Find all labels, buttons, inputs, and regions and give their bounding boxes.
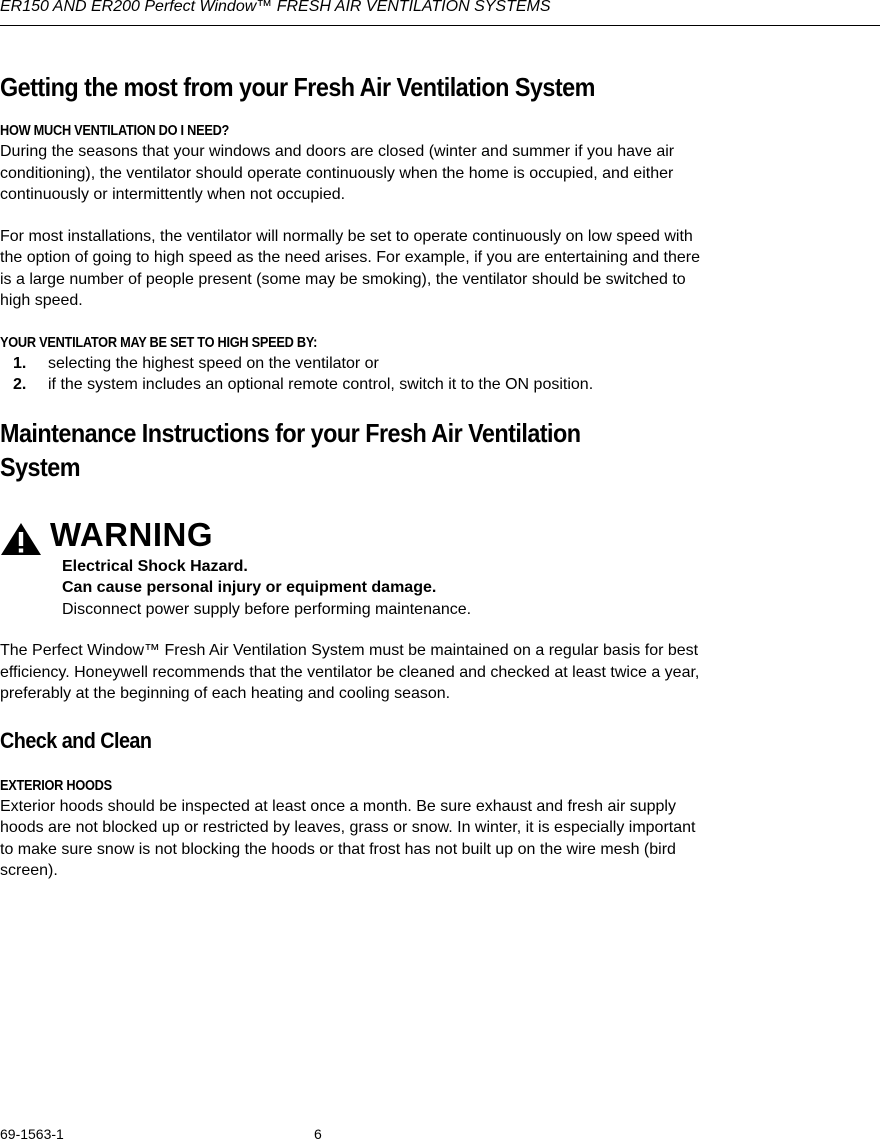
warning-line-hazard: Electrical Shock Hazard. bbox=[62, 557, 248, 575]
page-number: 6 bbox=[314, 1126, 322, 1142]
document-number: 69-1563-1 bbox=[0, 1126, 64, 1142]
warning-line-instruction: Disconnect power supply before performing maintenance. bbox=[62, 600, 472, 618]
subheading-exterior-hoods: EXTERIOR HOODS bbox=[0, 777, 112, 794]
paragraph-seasons: During the seasons that your windows and doors are closed (winter and summer if you have air conditioning), the ventilator should operate continuously when the home is occupied, and either continuously or intermittently when not occupied. bbox=[0, 143, 675, 203]
section-title-check-clean: Check and Clean bbox=[0, 727, 152, 753]
subheading-how-much-ventilation: HOW MUCH VENTILATION DO I NEED? bbox=[0, 123, 230, 139]
list-item bbox=[0, 353, 712, 375]
high-speed-list bbox=[0, 353, 712, 396]
warning-text bbox=[0, 556, 712, 621]
warning-triangle-icon bbox=[0, 522, 42, 556]
paragraph-installations: For most installations, the ventilator will normally be set to operate continuously on low speed with the option of going to high speed as the need arises. For example, if you are entertaining and there is a large number of people present (some may be smoking), the ventilator should be switched to high speed. bbox=[0, 227, 701, 309]
running-title: ER150 AND ER200 Perfect Window™ FRESH AIR VENTILATION SYSTEMS bbox=[0, 0, 551, 15]
section-title-getting-most: Getting the most from your Fresh Air Ventilation System bbox=[0, 72, 595, 102]
warning-label: WARNING bbox=[50, 515, 213, 553]
warning-line-consequence: Can cause personal injury or equipment damage. bbox=[62, 579, 437, 596]
paragraph-exterior-hoods: Exterior hoods should be inspected at least once a month. Be sure exhaust and fresh air supply hoods are not blocked up or restricted by leaves, grass or snow. In winter, it is especially important to make sure snow is not blocking the hoods or that frost has not built up on the wire mesh (bird screen). bbox=[0, 797, 696, 879]
subheading-high-speed: YOUR VENTILATOR MAY BE SET TO HIGH SPEED BY: bbox=[0, 334, 318, 351]
list-item-text: if the system includes an optional remote control, switch it to the ON position. bbox=[48, 376, 594, 393]
list-item-number: 2. bbox=[13, 376, 27, 393]
paragraph-maintenance: The Perfect Window™ Fresh Air Ventilation System must be maintained on a regular basis for best efficiency. Honeywell recommends that the ventilator be cleaned and checked at least twice a year, preferably at the beginning of each heating and cooling season. bbox=[0, 642, 700, 702]
list-item-number: 1. bbox=[13, 354, 27, 372]
warning-banner bbox=[0, 515, 712, 556]
list-item-text: selecting the highest speed on the ventilator or bbox=[48, 354, 379, 372]
list-item bbox=[0, 374, 712, 396]
section-title-maintenance-line1: Maintenance Instructions for your Fresh Air Ventilation bbox=[0, 417, 581, 448]
running-header bbox=[0, 0, 880, 26]
section-title-maintenance-line2: System bbox=[0, 451, 81, 482]
page-content bbox=[0, 70, 712, 882]
